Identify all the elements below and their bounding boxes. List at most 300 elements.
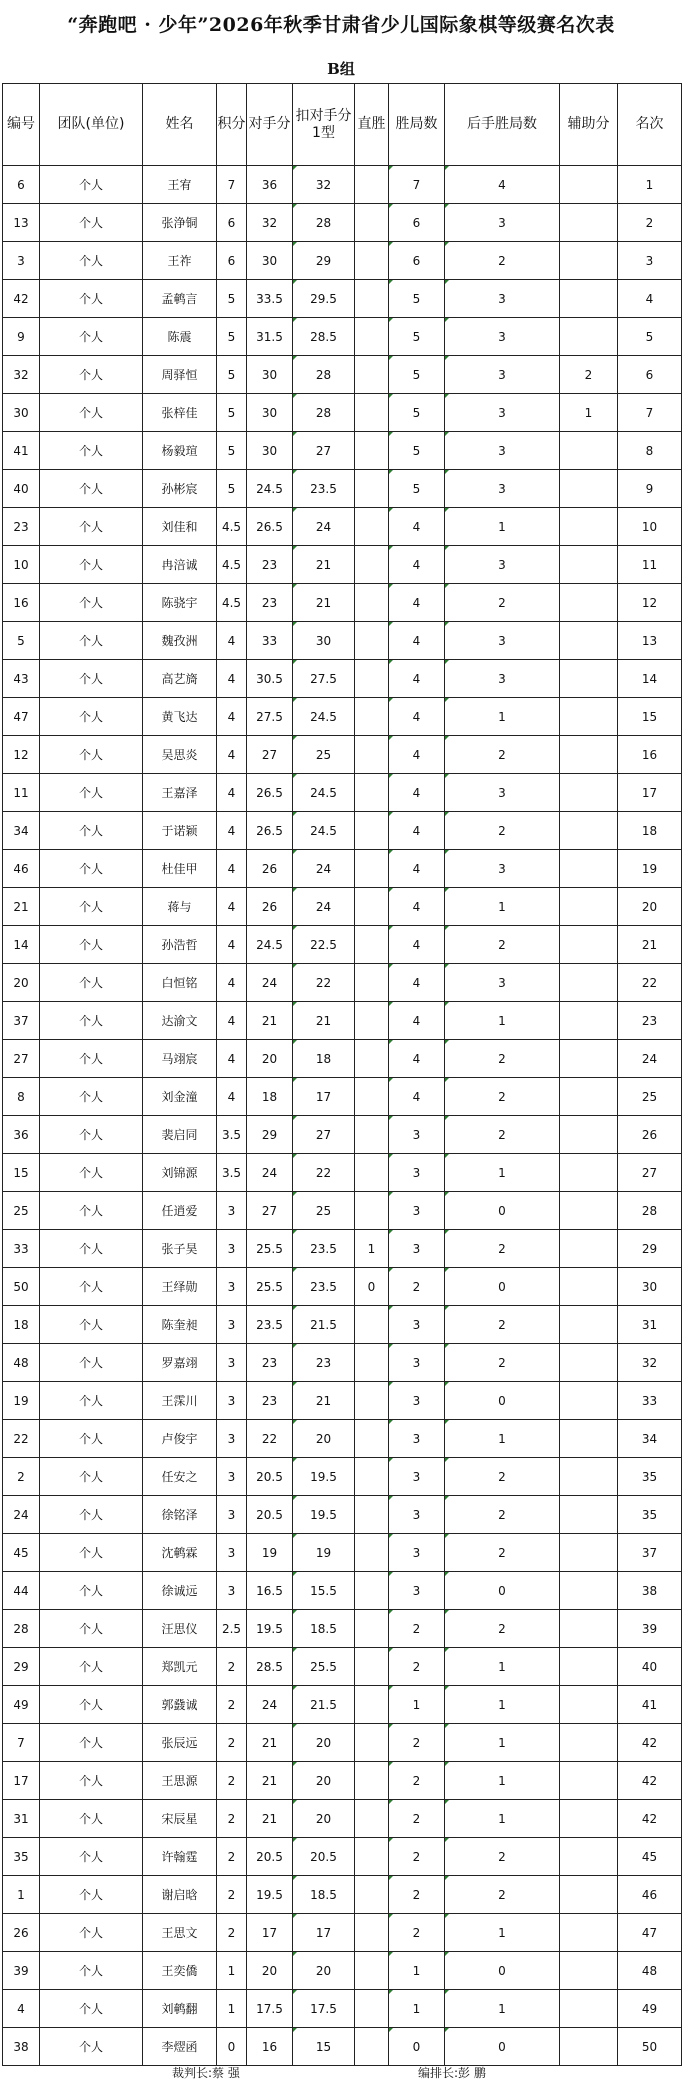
table-row: [3, 1458, 682, 1496]
cell-team: 个人: [40, 1686, 143, 1724]
cell-aux-score: [560, 584, 618, 622]
cell-opponent-score: 21: [247, 1800, 293, 1838]
cell-direct-win: [355, 1648, 389, 1686]
cell-name: 白恒铭: [143, 964, 217, 1002]
table-row: [3, 1534, 682, 1572]
cell-direct-win: [355, 850, 389, 888]
cell-opponent-score-1: 28: [293, 356, 355, 394]
cell-score: 5: [217, 394, 247, 432]
cell-opponent-score-1: 23.5: [293, 1268, 355, 1306]
cell-wins: 4: [389, 850, 445, 888]
cell-no: 26: [3, 1914, 40, 1952]
cell-no: 36: [3, 1116, 40, 1154]
cell-black-wins: 4: [445, 166, 560, 204]
cell-black-wins: 3: [445, 774, 560, 812]
cell-rank: 50: [618, 2028, 682, 2066]
cell-opponent-score: 22: [247, 1420, 293, 1458]
cell-wins: 3: [389, 1572, 445, 1610]
cell-black-wins: 2: [445, 1876, 560, 1914]
cell-team: 个人: [40, 204, 143, 242]
cell-team: 个人: [40, 1724, 143, 1762]
cell-wins: 3: [389, 1458, 445, 1496]
cell-opponent-score-1: 18.5: [293, 1876, 355, 1914]
cell-opponent-score-1: 25: [293, 1192, 355, 1230]
cell-aux-score: [560, 470, 618, 508]
table-row: [3, 1040, 682, 1078]
cell-no: 33: [3, 1230, 40, 1268]
cell-opponent-score-1: 15: [293, 2028, 355, 2066]
table-row: [3, 888, 682, 926]
cell-aux-score: [560, 964, 618, 1002]
table-row: [3, 1610, 682, 1648]
cell-opponent-score: 20: [247, 1952, 293, 1990]
cell-black-wins: 1: [445, 1154, 560, 1192]
cell-opponent-score-1: 30: [293, 622, 355, 660]
cell-opponent-score-1: 19: [293, 1534, 355, 1572]
cell-no: 40: [3, 470, 40, 508]
cell-rank: 5: [618, 318, 682, 356]
cell-wins: 5: [389, 432, 445, 470]
cell-name: 王思源: [143, 1762, 217, 1800]
cell-wins: 2: [389, 1914, 445, 1952]
table-row: [3, 736, 682, 774]
cell-aux-score: [560, 1876, 618, 1914]
cell-opponent-score-1: 25.5: [293, 1648, 355, 1686]
cell-black-wins: 2: [445, 926, 560, 964]
cell-aux-score: [560, 888, 618, 926]
cell-wins: 6: [389, 204, 445, 242]
cell-aux-score: 2: [560, 356, 618, 394]
cell-opponent-score: 20: [247, 1040, 293, 1078]
cell-no: 34: [3, 812, 40, 850]
cell-rank: 24: [618, 1040, 682, 1078]
cell-team: 个人: [40, 1154, 143, 1192]
cell-aux-score: [560, 1914, 618, 1952]
cell-score: 4: [217, 850, 247, 888]
cell-score: 4: [217, 774, 247, 812]
cell-rank: 32: [618, 1344, 682, 1382]
cell-black-wins: 0: [445, 1572, 560, 1610]
cell-wins: 2: [389, 1800, 445, 1838]
cell-opponent-score-1: 19.5: [293, 1496, 355, 1534]
cell-wins: 4: [389, 964, 445, 1002]
cell-rank: 19: [618, 850, 682, 888]
table-row: [3, 356, 682, 394]
cell-wins: 4: [389, 1078, 445, 1116]
cell-no: 14: [3, 926, 40, 964]
cell-wins: 4: [389, 812, 445, 850]
table-row: [3, 1344, 682, 1382]
cell-name: 王宥: [143, 166, 217, 204]
cell-direct-win: [355, 1724, 389, 1762]
cell-opponent-score: 28.5: [247, 1648, 293, 1686]
cell-name: 马翊宸: [143, 1040, 217, 1078]
cell-opponent-score-1: 29.5: [293, 280, 355, 318]
cell-name: 王嘉泽: [143, 774, 217, 812]
cell-rank: 47: [618, 1914, 682, 1952]
cell-score: 4.5: [217, 508, 247, 546]
cell-name: 陈骁宇: [143, 584, 217, 622]
cell-team: 个人: [40, 1382, 143, 1420]
cell-rank: 16: [618, 736, 682, 774]
cell-aux-score: [560, 1838, 618, 1876]
cell-score: 7: [217, 166, 247, 204]
cell-wins: 4: [389, 774, 445, 812]
cell-opponent-score: 17.5: [247, 1990, 293, 2028]
cell-rank: 37: [618, 1534, 682, 1572]
cell-wins: 4: [389, 622, 445, 660]
cell-name: 刘锦源: [143, 1154, 217, 1192]
cell-score: 4: [217, 812, 247, 850]
cell-no: 44: [3, 1572, 40, 1610]
cell-rank: 38: [618, 1572, 682, 1610]
cell-opponent-score: 26.5: [247, 774, 293, 812]
cell-team: 个人: [40, 1800, 143, 1838]
cell-opponent-score: 21: [247, 1002, 293, 1040]
cell-no: 13: [3, 204, 40, 242]
cell-name: 汪思仪: [143, 1610, 217, 1648]
table-row: [3, 1914, 682, 1952]
cell-wins: 4: [389, 508, 445, 546]
cell-opponent-score: 24.5: [247, 926, 293, 964]
cell-aux-score: [560, 1534, 618, 1572]
cell-aux-score: 1: [560, 394, 618, 432]
cell-rank: 35: [618, 1458, 682, 1496]
cell-team: 个人: [40, 1914, 143, 1952]
cell-score: 2: [217, 1838, 247, 1876]
cell-wins: 3: [389, 1192, 445, 1230]
cell-aux-score: [560, 774, 618, 812]
cell-direct-win: [355, 204, 389, 242]
cell-black-wins: 3: [445, 470, 560, 508]
cell-no: 28: [3, 1610, 40, 1648]
cell-wins: 5: [389, 394, 445, 432]
cell-black-wins: 1: [445, 1420, 560, 1458]
cell-wins: 0: [389, 2028, 445, 2066]
cell-black-wins: 2: [445, 1116, 560, 1154]
cell-rank: 20: [618, 888, 682, 926]
cell-black-wins: 1: [445, 1686, 560, 1724]
cell-name: 魏孜洲: [143, 622, 217, 660]
cell-aux-score: [560, 1002, 618, 1040]
header-row: [3, 84, 682, 166]
cell-name: 裴启同: [143, 1116, 217, 1154]
table-row: [3, 698, 682, 736]
cell-team: 个人: [40, 1610, 143, 1648]
cell-opponent-score: 33: [247, 622, 293, 660]
cell-name: 王祚: [143, 242, 217, 280]
table-row: [3, 1572, 682, 1610]
cell-score: 2: [217, 1724, 247, 1762]
table-row: [3, 964, 682, 1002]
cell-direct-win: [355, 1610, 389, 1648]
cell-rank: 42: [618, 1724, 682, 1762]
cell-rank: 33: [618, 1382, 682, 1420]
cell-direct-win: [355, 1876, 389, 1914]
cell-aux-score: [560, 812, 618, 850]
cell-name: 徐诚远: [143, 1572, 217, 1610]
cell-opponent-score-1: 20: [293, 1800, 355, 1838]
cell-score: 2: [217, 1686, 247, 1724]
cell-opponent-score: 31.5: [247, 318, 293, 356]
cell-opponent-score-1: 28: [293, 394, 355, 432]
cell-black-wins: 2: [445, 1078, 560, 1116]
cell-opponent-score: 24.5: [247, 470, 293, 508]
cell-score: 3: [217, 1496, 247, 1534]
cell-opponent-score-1: 23: [293, 1344, 355, 1382]
cell-aux-score: [560, 546, 618, 584]
cell-opponent-score-1: 17: [293, 1914, 355, 1952]
cell-direct-win: [355, 1762, 389, 1800]
cell-team: 个人: [40, 1648, 143, 1686]
table-row: [3, 850, 682, 888]
cell-no: 47: [3, 698, 40, 736]
cell-aux-score: [560, 736, 618, 774]
cell-black-wins: 3: [445, 280, 560, 318]
cell-no: 15: [3, 1154, 40, 1192]
cell-aux-score: [560, 2028, 618, 2066]
cell-aux-score: [560, 318, 618, 356]
cell-no: 43: [3, 660, 40, 698]
cell-opponent-score-1: 20: [293, 1762, 355, 1800]
page-title: “奔跑吧 · 少年”2026年秋季甘肃省少儿国际象棋等级赛名次表: [67, 14, 615, 36]
cell-name: 孙彬宸: [143, 470, 217, 508]
table-row: [3, 774, 682, 812]
cell-name: 李熤函: [143, 2028, 217, 2066]
cell-rank: 6: [618, 356, 682, 394]
cell-opponent-score-1: 18.5: [293, 1610, 355, 1648]
cell-opponent-score: 24: [247, 964, 293, 1002]
cell-direct-win: [355, 1344, 389, 1382]
cell-opponent-score: 26: [247, 888, 293, 926]
cell-direct-win: [355, 1382, 389, 1420]
table-row: [3, 812, 682, 850]
cell-team: 个人: [40, 698, 143, 736]
cell-opponent-score: 30: [247, 242, 293, 280]
cell-direct-win: [355, 356, 389, 394]
cell-wins: 3: [389, 1534, 445, 1572]
cell-opponent-score-1: 27: [293, 432, 355, 470]
cell-team: 个人: [40, 1876, 143, 1914]
header-rank: 名次: [618, 84, 682, 166]
table-row: [3, 546, 682, 584]
cell-score: 4: [217, 1078, 247, 1116]
cell-opponent-score: 30: [247, 356, 293, 394]
cell-opponent-score: 17: [247, 1914, 293, 1952]
cell-aux-score: [560, 508, 618, 546]
cell-opponent-score: 18: [247, 1078, 293, 1116]
cell-aux-score: [560, 1952, 618, 1990]
cell-opponent-score: 25.5: [247, 1268, 293, 1306]
cell-no: 20: [3, 964, 40, 1002]
cell-black-wins: 2: [445, 584, 560, 622]
cell-black-wins: 1: [445, 1800, 560, 1838]
cell-score: 4: [217, 888, 247, 926]
cell-aux-score: [560, 698, 618, 736]
cell-name: 周驿恒: [143, 356, 217, 394]
header-direct-win: 直胜: [355, 84, 389, 166]
cell-rank: 21: [618, 926, 682, 964]
cell-team: 个人: [40, 394, 143, 432]
cell-name: 刘佳和: [143, 508, 217, 546]
cell-direct-win: 0: [355, 1268, 389, 1306]
cell-team: 个人: [40, 1534, 143, 1572]
cell-no: 39: [3, 1952, 40, 1990]
cell-name: 郑凯元: [143, 1648, 217, 1686]
cell-name: 宋辰星: [143, 1800, 217, 1838]
cell-black-wins: 3: [445, 546, 560, 584]
cell-wins: 5: [389, 356, 445, 394]
cell-wins: 2: [389, 1648, 445, 1686]
cell-rank: 17: [618, 774, 682, 812]
cell-name: 张浄铜: [143, 204, 217, 242]
cell-rank: 29: [618, 1230, 682, 1268]
table-row: [3, 470, 682, 508]
cell-direct-win: [355, 2028, 389, 2066]
cell-name: 杨毅瑄: [143, 432, 217, 470]
chief-judge: 裁判长:蔡 强: [172, 2066, 240, 2080]
cell-direct-win: [355, 1686, 389, 1724]
cell-black-wins: 3: [445, 356, 560, 394]
cell-black-wins: 2: [445, 1040, 560, 1078]
cell-score: 2: [217, 1762, 247, 1800]
cell-rank: 10: [618, 508, 682, 546]
cell-rank: 35: [618, 1496, 682, 1534]
cell-rank: 31: [618, 1306, 682, 1344]
table-row: [3, 1192, 682, 1230]
cell-opponent-score: 23.5: [247, 1306, 293, 1344]
cell-score: 5: [217, 432, 247, 470]
table-row: [3, 1230, 682, 1268]
cell-team: 个人: [40, 1078, 143, 1116]
table-row: [3, 508, 682, 546]
cell-wins: 2: [389, 1610, 445, 1648]
cell-opponent-score: 36: [247, 166, 293, 204]
cell-team: 个人: [40, 1420, 143, 1458]
cell-wins: 3: [389, 1420, 445, 1458]
cell-wins: 3: [389, 1154, 445, 1192]
cell-team: 个人: [40, 1268, 143, 1306]
cell-name: 高艺旖: [143, 660, 217, 698]
cell-name: 刘金潼: [143, 1078, 217, 1116]
cell-name: 陈奎昶: [143, 1306, 217, 1344]
cell-no: 16: [3, 584, 40, 622]
cell-rank: 11: [618, 546, 682, 584]
cell-aux-score: [560, 1990, 618, 2028]
cell-wins: 6: [389, 242, 445, 280]
cell-no: 25: [3, 1192, 40, 1230]
cell-rank: 3: [618, 242, 682, 280]
cell-aux-score: [560, 622, 618, 660]
cell-no: 10: [3, 546, 40, 584]
cell-direct-win: [355, 1990, 389, 2028]
cell-aux-score: [560, 432, 618, 470]
cell-black-wins: 0: [445, 2028, 560, 2066]
cell-direct-win: [355, 1154, 389, 1192]
cell-wins: 3: [389, 1382, 445, 1420]
cell-black-wins: 3: [445, 964, 560, 1002]
cell-opponent-score-1: 28.5: [293, 318, 355, 356]
header-team: 团队(单位): [40, 84, 143, 166]
cell-no: 49: [3, 1686, 40, 1724]
cell-name: 任逍爱: [143, 1192, 217, 1230]
cell-name: 卢俊宇: [143, 1420, 217, 1458]
cell-no: 23: [3, 508, 40, 546]
cell-no: 41: [3, 432, 40, 470]
table-row: [3, 166, 682, 204]
table-row: [3, 1382, 682, 1420]
table-row: [3, 1952, 682, 1990]
cell-name: 王霂川: [143, 1382, 217, 1420]
cell-no: 9: [3, 318, 40, 356]
group-label: B组: [327, 60, 355, 78]
cell-name: 许翰霆: [143, 1838, 217, 1876]
cell-name: 孙浩哲: [143, 926, 217, 964]
cell-name: 沈鹌霖: [143, 1534, 217, 1572]
cell-rank: 2: [618, 204, 682, 242]
table-row: [3, 1648, 682, 1686]
cell-opponent-score: 20.5: [247, 1458, 293, 1496]
cell-aux-score: [560, 1420, 618, 1458]
table-row: [3, 1002, 682, 1040]
cell-opponent-score-1: 20.5: [293, 1838, 355, 1876]
cell-no: 6: [3, 166, 40, 204]
cell-black-wins: 2: [445, 1306, 560, 1344]
cell-rank: 9: [618, 470, 682, 508]
cell-rank: 25: [618, 1078, 682, 1116]
cell-score: 4: [217, 1040, 247, 1078]
cell-opponent-score-1: 17.5: [293, 1990, 355, 2028]
cell-name: 罗嘉翊: [143, 1344, 217, 1382]
cell-wins: 3: [389, 1230, 445, 1268]
cell-score: 4: [217, 964, 247, 1002]
cell-score: 4.5: [217, 584, 247, 622]
table-row: [3, 1154, 682, 1192]
cell-opponent-score: 27: [247, 1192, 293, 1230]
cell-rank: 48: [618, 1952, 682, 1990]
cell-team: 个人: [40, 926, 143, 964]
table-row: [3, 1724, 682, 1762]
cell-no: 27: [3, 1040, 40, 1078]
cell-opponent-score: 23: [247, 546, 293, 584]
cell-black-wins: 2: [445, 1230, 560, 1268]
cell-opponent-score: 23: [247, 1382, 293, 1420]
cell-rank: 49: [618, 1990, 682, 2028]
table-row: [3, 1116, 682, 1154]
cell-score: 3: [217, 1268, 247, 1306]
cell-opponent-score-1: 22.5: [293, 926, 355, 964]
cell-opponent-score-1: 27: [293, 1116, 355, 1154]
cell-score: 2: [217, 1800, 247, 1838]
cell-aux-score: [560, 204, 618, 242]
cell-opponent-score-1: 19.5: [293, 1458, 355, 1496]
cell-wins: 2: [389, 1838, 445, 1876]
cell-team: 个人: [40, 736, 143, 774]
table-row: [3, 1762, 682, 1800]
cell-opponent-score-1: 15.5: [293, 1572, 355, 1610]
cell-name: 王奕僑: [143, 1952, 217, 1990]
cell-team: 个人: [40, 1002, 143, 1040]
cell-wins: 1: [389, 1686, 445, 1724]
cell-no: 7: [3, 1724, 40, 1762]
cell-rank: 14: [618, 660, 682, 698]
cell-name: 王绎勋: [143, 1268, 217, 1306]
cell-score: 3: [217, 1458, 247, 1496]
header-aux-score: 辅助分: [560, 84, 618, 166]
cell-aux-score: [560, 1344, 618, 1382]
cell-no: 4: [3, 1990, 40, 2028]
cell-name: 孟鹌言: [143, 280, 217, 318]
